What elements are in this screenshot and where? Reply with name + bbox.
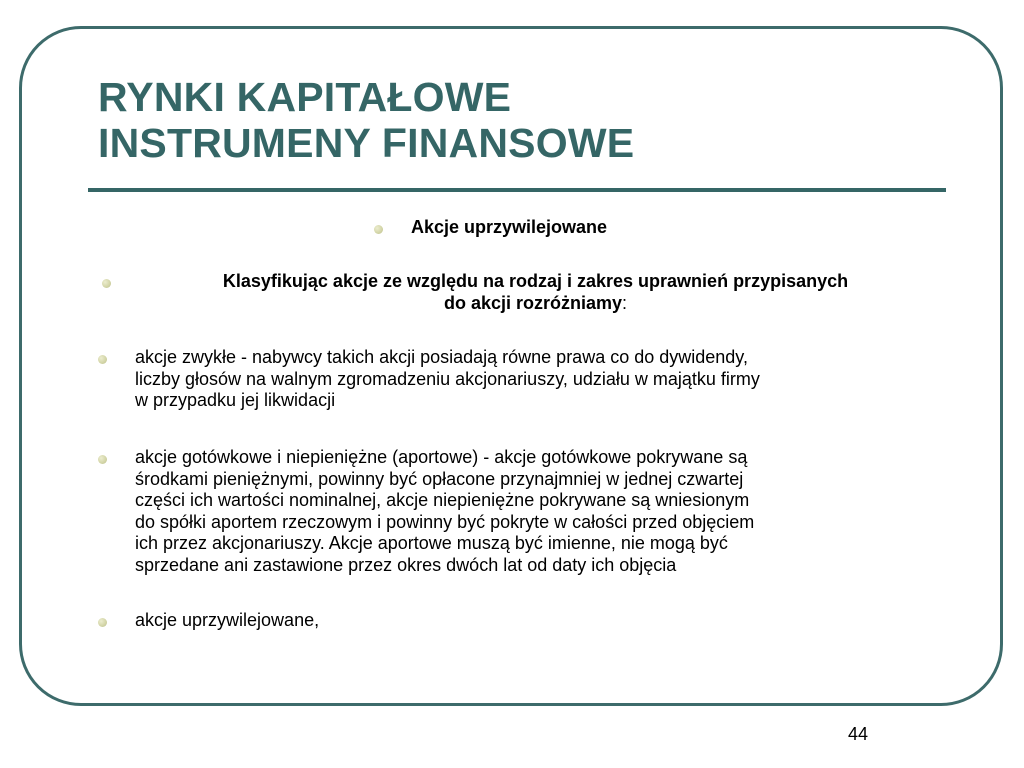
bullet-icon xyxy=(98,355,107,364)
bullet-icon xyxy=(374,225,383,234)
list-item-line: liczby głosów na walnym zgromadzeniu akcjonariuszy, udziału w majątku firmy xyxy=(135,368,760,389)
list-item-line: części ich wartości nominalnej, akcje niepieniężne pokrywane są wniesionym xyxy=(135,490,750,510)
subtitle: Akcje uprzywilejowane xyxy=(411,217,608,237)
page-number: 44 xyxy=(847,724,868,744)
list-item-line: w przypadku jej likwidacji xyxy=(135,390,336,410)
title-divider xyxy=(88,188,946,192)
intro-paragraph xyxy=(134,271,937,314)
intro-line-2-text: do akcji rozróżniamy xyxy=(443,292,623,313)
bullet-icon xyxy=(98,618,107,627)
list-item-line: sprzedane ani zastawione przez okres dwóch lat od daty ich objęcia xyxy=(135,554,677,575)
title-line-2: INSTRUMENY FINANSOWE xyxy=(98,120,635,166)
intro-line-2 xyxy=(134,293,937,315)
list-item-line: ich przez akcjonariuszy. Akcje aportowe muszą być imienne, nie mogą być xyxy=(135,533,728,553)
list-item xyxy=(135,447,935,576)
bullet-icon xyxy=(102,279,111,288)
list-item-line: do spółki aportem rzeczowym i powinny być pokryte w całości przed objęciem xyxy=(135,511,755,532)
intro-line-1: Klasyfikując akcje ze względu na rodzaj i zakres uprawnień przypisanych xyxy=(222,271,849,291)
list-item-line: środkami pieniężnymi, powinny być opłacone przynajmniej w jednej czwartej xyxy=(135,468,744,489)
slide-title xyxy=(98,74,634,166)
list-item xyxy=(135,610,935,632)
list-item-line: akcje uprzywilejowane, xyxy=(135,610,320,630)
bullet-icon xyxy=(98,455,107,464)
intro-colon: : xyxy=(622,292,628,313)
list-item-line: akcje gotówkowe i niepieniężne (aportowe) - akcje gotówkowe pokrywane są xyxy=(135,447,748,467)
title-line-1: RYNKI KAPITAŁOWE xyxy=(98,74,512,120)
list-item xyxy=(135,347,935,412)
list-item-line: akcje zwykłe - nabywcy takich akcji posiadają równe prawa co do dywidendy, xyxy=(135,347,748,367)
